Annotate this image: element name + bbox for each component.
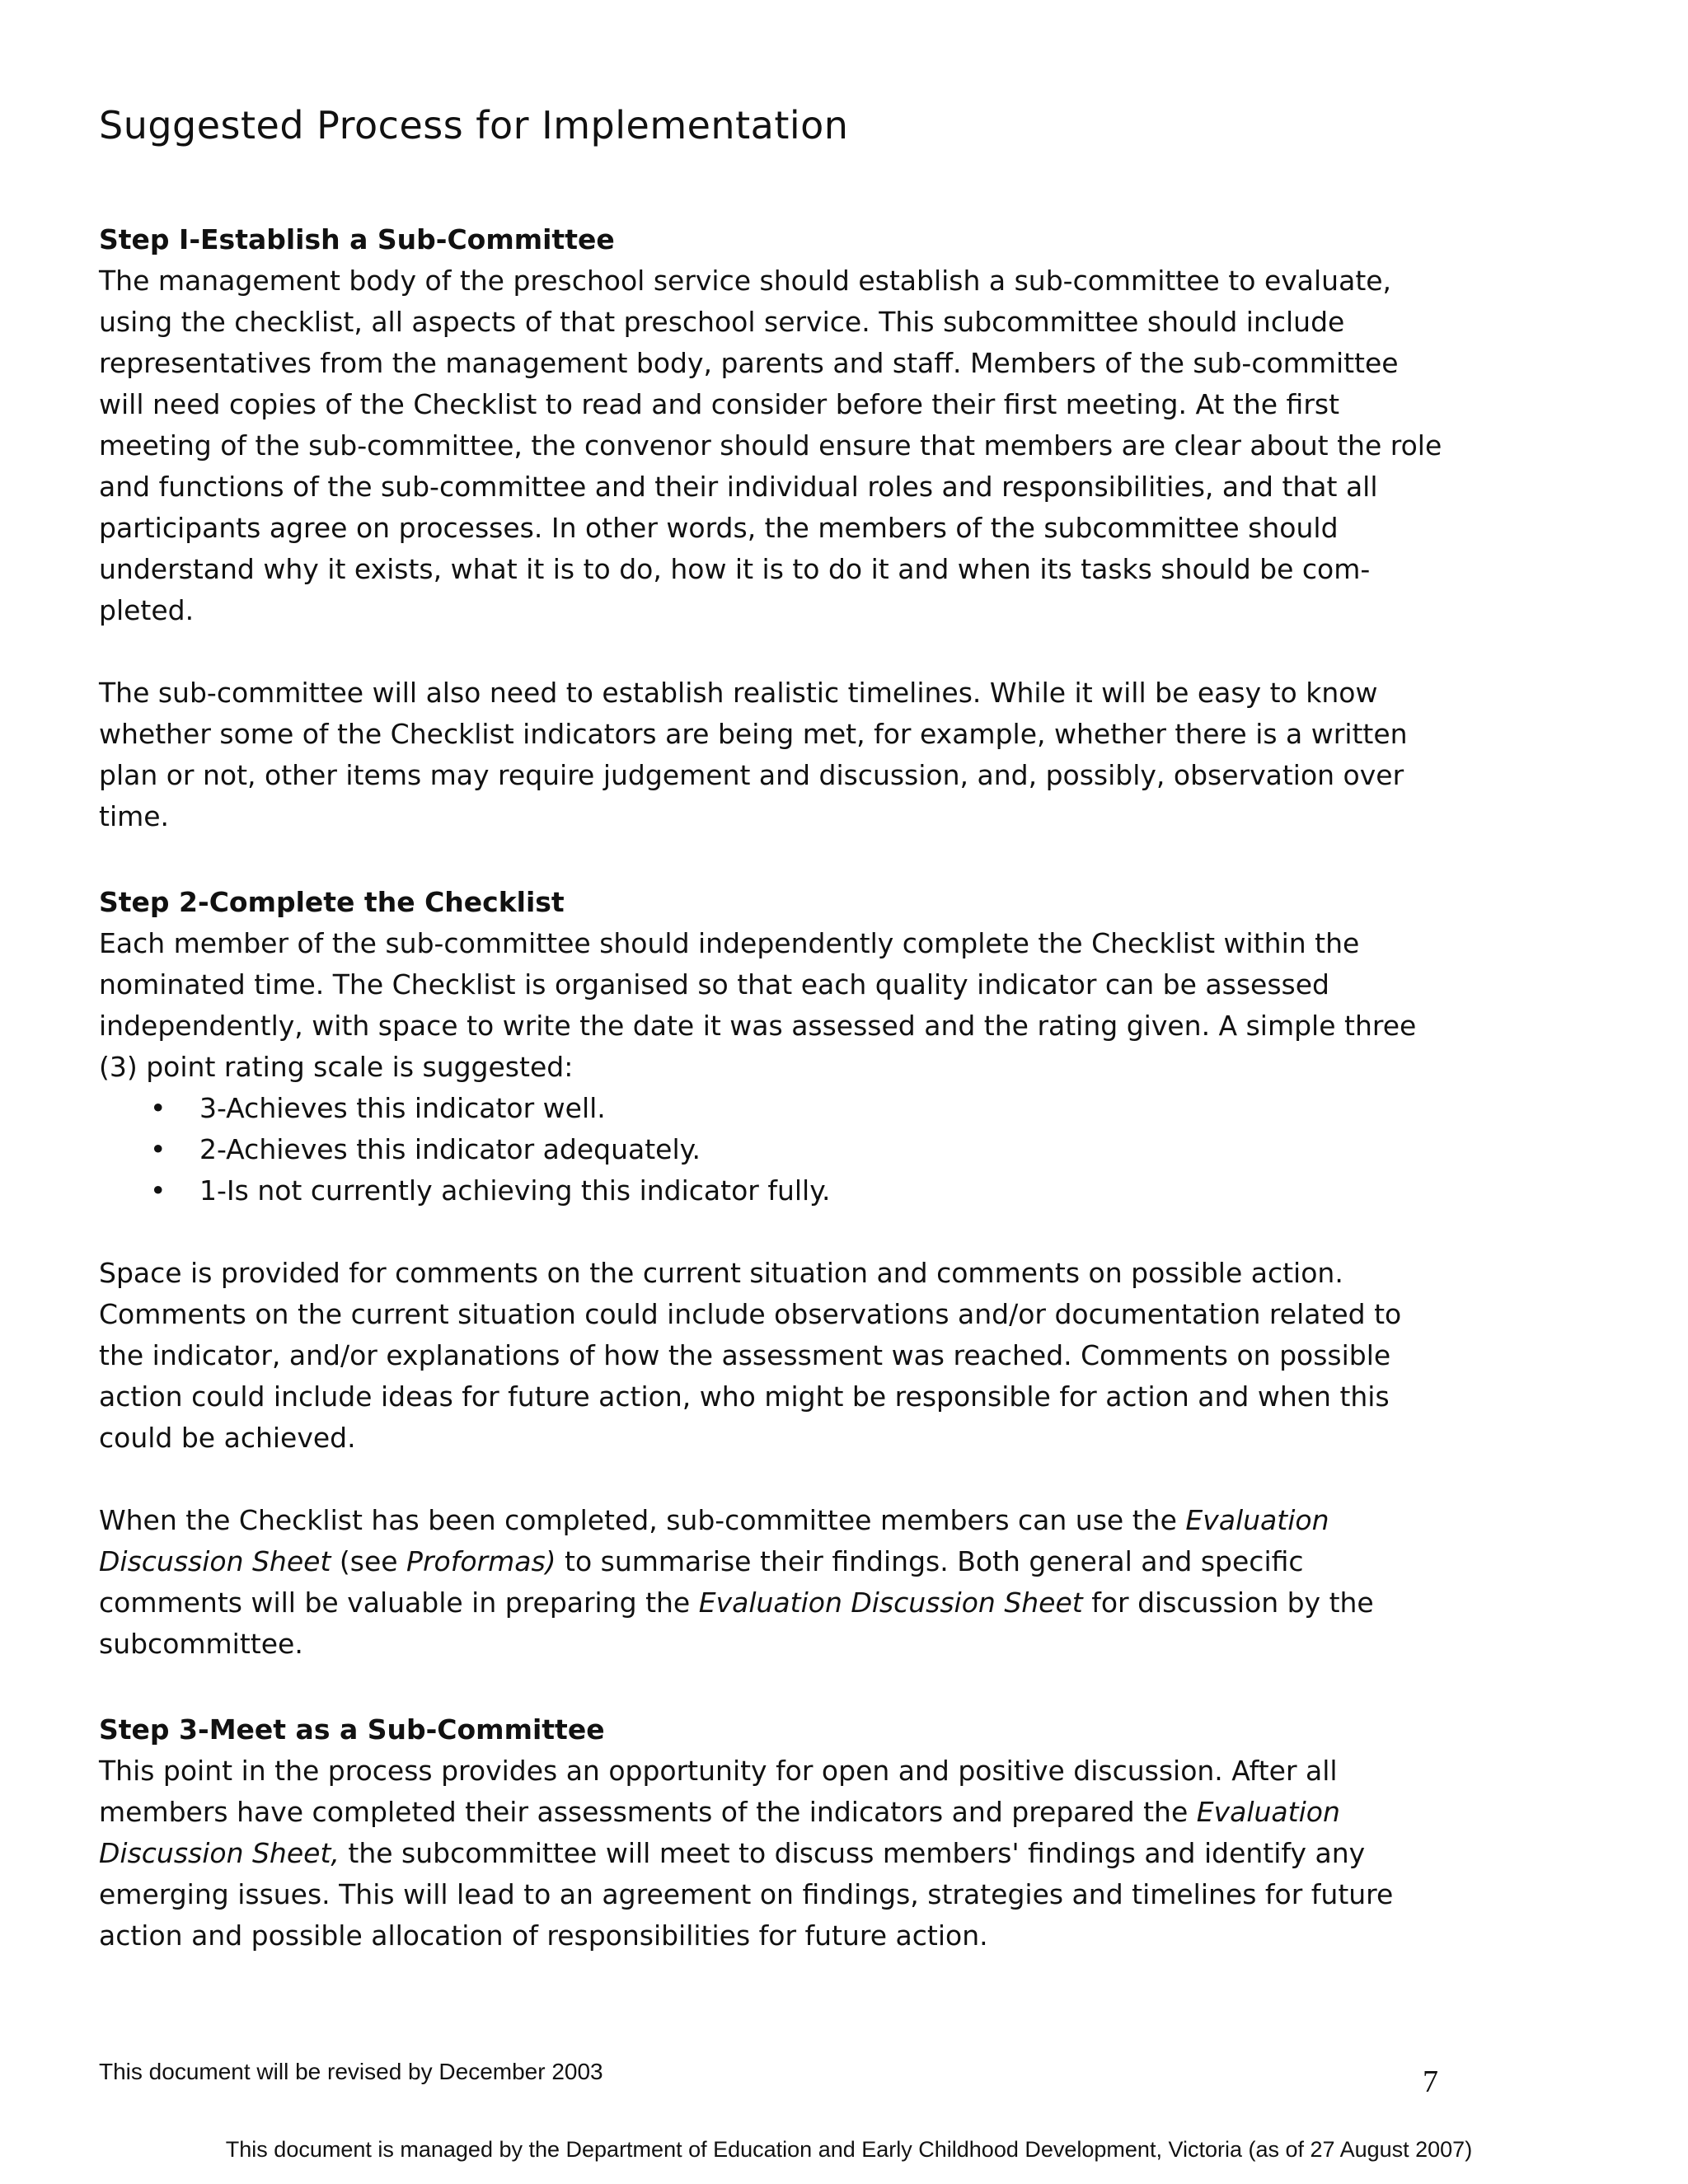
managed-by-text: This document is managed by the Department of Education and Early Childhood Development, Victoria (as of 27 August 2007)	[225, 2137, 1473, 2162]
rating-scale-text: 2-Achieves this indicator adequately.	[199, 1133, 701, 1165]
paragraph-spacer	[99, 1212, 1451, 1253]
italic-reference: Evaluation Discussion Sheet	[99, 1504, 1329, 1577]
paragraph-spacer	[99, 1459, 1451, 1500]
step-1-paragraph-2: The sub-committee will also need to establish realistic timelines. While it will be easy to know whether some of the Checklist indicators are being met, for example, whether there is a written plan or not, other items may require judgement and discussion, and, possibly, observation over time.	[99, 677, 1408, 832]
bullet-icon: •	[150, 1092, 166, 1124]
text-run: This point in the process provides an opportunity for open and positive discussion. After all members have completed their assessments of the indicators and prepared the	[99, 1755, 1338, 1828]
step-3-paragraph-1	[99, 1750, 1451, 1957]
step-1-section	[99, 219, 1451, 837]
step-1-paragraph-1: The management body of the preschool service should establish a sub-committee to evaluate, using the checklist, all aspects of that preschool service. This subcommittee should include representatives from the management body, parents and staff. Members of the sub-committee will need copies of the Checklist to read and consider before their first meeting. At the first meeting of the sub-committee, the convenor should ensure that members are clear about the role and functions of the sub-committee and their individual roles and responsibilities, and that all participants agree on processes. In other words, the members of the subcommittee should understand why it exists, what it is to do, how it is to do it and when its tasks should be com-pleted.	[99, 265, 1442, 626]
page-title: Suggested Process for Implementation	[99, 103, 849, 148]
step-1-heading: Step I-Establish a Sub-Committee	[99, 223, 615, 255]
italic-reference: Evaluation Discussion Sheet,	[99, 1796, 1340, 1869]
page-number: 7	[1423, 2064, 1438, 2099]
paragraph-spacer	[99, 631, 1451, 673]
text-run: for discussion by the subcommittee.	[99, 1586, 1374, 1660]
document-body	[99, 99, 1451, 1957]
revision-note: This document will be revised by December 2003	[99, 2059, 603, 2084]
section-spacer	[99, 837, 1451, 882]
rating-scale-list	[99, 1088, 1451, 1212]
step-3-section	[99, 1709, 1451, 1957]
bullet-icon: •	[150, 1174, 166, 1207]
rating-scale-item	[99, 1170, 1451, 1212]
section-spacer	[99, 1665, 1451, 1709]
text-run: to summarise their findings. Both general and specific comments will be valuable in preparing the	[99, 1545, 1304, 1619]
text-run: the subcommittee will meet to discuss members' findings and identify any emerging issues. This will lead to an agreement on findings, strategies and timelines for future action and possible allocation of responsibilities for future action.	[99, 1837, 1394, 1952]
rating-scale-text: 1-Is not currently achieving this indicator fully.	[199, 1174, 831, 1207]
rating-scale-item	[99, 1088, 1451, 1129]
step-3-heading: Step 3-Meet as a Sub-Committee	[99, 1713, 605, 1746]
managed-by-note	[0, 2135, 1688, 2163]
step-2-paragraph-2: Space is provided for comments on the current situation and comments on possible action. Comments on the current situation could include observations and/or documentation related to the indicator, and/or explanations of how the assessment was reached. Comments on possible action could include ideas for future action, who might be responsible for action and when this could be achieved.	[99, 1257, 1402, 1454]
text-run: When the Checklist has been completed, sub-committee members can use the	[99, 1504, 1186, 1536]
rating-scale-text: 3-Achieves this indicator well.	[199, 1092, 606, 1124]
step-2-section	[99, 882, 1451, 1665]
rating-scale-item	[99, 1129, 1451, 1170]
step-2-heading: Step 2-Complete the Checklist	[99, 886, 565, 918]
italic-reference: Proformas)	[406, 1545, 556, 1577]
italic-reference: Evaluation Discussion Sheet	[698, 1586, 1083, 1619]
step-2-paragraph-1: Each member of the sub-committee should independently complete the Checklist within the nominated time. The Checklist is organised so that each quality indicator can be assessed independently, with space to write the date it was assessed and the rating given. A simple three (3) point rating scale is suggested:	[99, 927, 1417, 1083]
step-2-paragraph-3	[99, 1500, 1451, 1665]
bullet-icon: •	[150, 1133, 166, 1165]
text-run: (see	[331, 1545, 407, 1577]
